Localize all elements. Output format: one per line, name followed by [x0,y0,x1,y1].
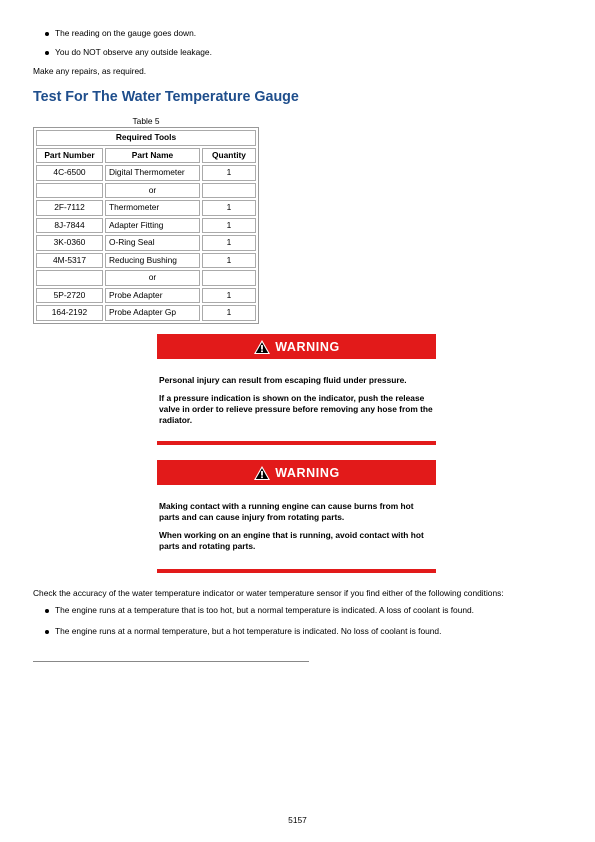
warning-box [157,334,436,448]
quantity-cell: 1 [202,235,256,251]
part-number-cell [36,183,103,199]
part-name-cell: Reducing Bushing [105,253,200,269]
table-row [36,165,256,181]
quantity-cell: 1 [202,305,256,321]
table-row [36,200,256,216]
page-number: 5157 [288,815,307,825]
warning-box [157,460,436,576]
repairs-paragraph: Make any repairs, as required. [33,66,147,76]
list-item-text: You do NOT observe any outside leakage. [55,47,212,57]
table-row [36,183,256,199]
required-tools-table [33,127,259,324]
part-name-cell: Digital Thermometer [105,165,200,181]
part-number-cell: 4C-6500 [36,165,103,181]
quantity-cell [202,183,256,199]
warning-triangle-icon [253,339,271,355]
table-row [36,253,256,269]
list-item [33,605,474,616]
part-number-cell: 3K-0360 [36,235,103,251]
list-item [33,47,212,58]
table-row [36,270,256,286]
column-header: Quantity [202,148,256,164]
table-title: Required Tools [36,130,256,146]
bullet-dot-icon [45,32,49,36]
warning-text: If a pressure indication is shown on the indicator, push the release valve in order to relieve pressure before removing any hose from the radiator. [159,393,433,425]
list-item-text: The reading on the gauge goes down. [55,28,197,38]
warning-label: WARNING [275,339,340,354]
quantity-cell: 1 [202,165,256,181]
condition-list [33,605,474,647]
list-item-text: The engine runs at a temperature that is too hot, but a normal temperature is indicated. A loss of coolant is found. [55,605,474,615]
part-number-cell: 2F-7112 [36,200,103,216]
bullet-dot-icon [45,630,49,634]
quantity-cell [202,270,256,286]
table-title-row [36,130,256,146]
warning-bottom-rule [157,441,436,445]
table-row [36,288,256,304]
quantity-cell: 1 [202,200,256,216]
column-header: Part Name [105,148,200,164]
footnote-divider [33,661,309,662]
warning-text: Making contact with a running engine can cause burns from hot parts and can cause injury from rotating parts. [159,501,414,522]
warning-label: WARNING [275,465,340,480]
part-name-cell: Probe Adapter [105,288,200,304]
or-cell: or [105,183,200,199]
part-name-cell: Probe Adapter Gp [105,305,200,321]
check-paragraph: Check the accuracy of the water temperature indicator or water temperature sensor if you find either of the following conditions: [33,588,504,598]
part-number-cell [36,270,103,286]
section-title: Test For The Water Temperature Gauge [33,89,299,105]
table-row [36,235,256,251]
part-number-cell: 164-2192 [36,305,103,321]
list-item [33,28,212,39]
condition-list [33,28,212,66]
quantity-cell: 1 [202,218,256,234]
list-item [33,626,474,637]
warning-bottom-rule [157,569,436,573]
table-caption: Table 5 [132,116,160,126]
warning-text: Personal injury can result from escaping fluid under pressure. [159,375,407,385]
warning-banner [157,460,436,485]
table-row [36,218,256,234]
or-cell: or [105,270,200,286]
part-name-cell: Thermometer [105,200,200,216]
list-item-text: The engine runs at a normal temperature, but a hot temperature is indicated. No loss of coolant is found. [55,626,442,636]
table-header-row [36,148,256,164]
part-name-cell: O-Ring Seal [105,235,200,251]
part-number-cell: 5P-2720 [36,288,103,304]
quantity-cell: 1 [202,253,256,269]
bullet-dot-icon [45,609,49,613]
column-header: Part Number [36,148,103,164]
part-number-cell: 8J-7844 [36,218,103,234]
warning-text: When working on an engine that is running, avoid contact with hot parts and rotating parts. [159,530,424,551]
warning-banner [157,334,436,359]
bullet-dot-icon [45,51,49,55]
table-row [36,305,256,321]
quantity-cell: 1 [202,288,256,304]
part-number-cell: 4M-5317 [36,253,103,269]
part-name-cell: Adapter Fitting [105,218,200,234]
warning-triangle-icon [253,465,271,481]
